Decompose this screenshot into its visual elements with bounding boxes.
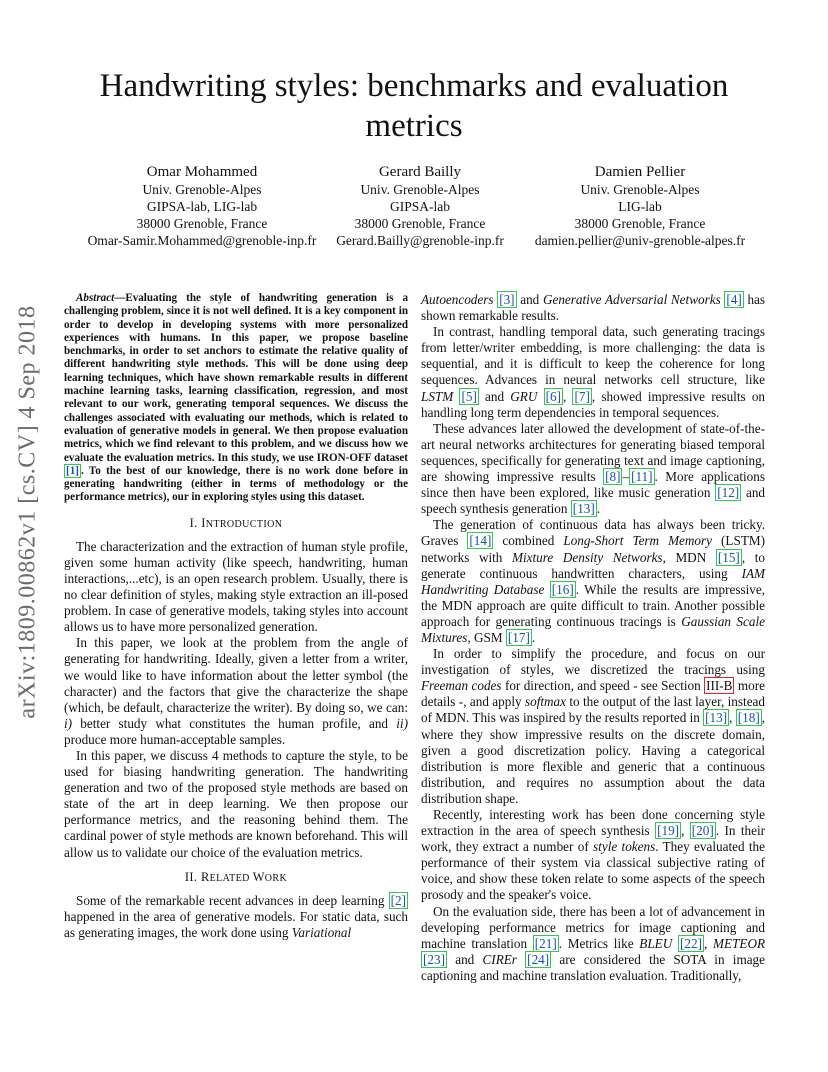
author-block-2 [330, 163, 510, 249]
citation-link[interactable]: [14] [469, 533, 492, 549]
citation-link[interactable]: [13] [705, 710, 728, 726]
text: . [531, 629, 536, 645]
abstract-text-end: . To the best of our knowledge, there is no work done before in generating handwriting (either in terms of methodology or the performance metrics), our in exploring styles using this dataset. [64, 464, 408, 504]
paragraph [421, 904, 765, 984]
section-title-rest: ELATED [209, 872, 253, 884]
citation-link[interactable]: [5] [461, 388, 477, 404]
arxiv-sidebar [8, 292, 48, 732]
abstract [64, 292, 408, 505]
citation-link[interactable]: [16] [551, 581, 574, 597]
text: On the evaluation side, there has been a lot of advancement in developing performance metrics for image captioning and machine translation [421, 903, 765, 951]
text: are considered the SOTA in image captioning and machine translation evaluation. Traditionally, [421, 951, 766, 983]
text-italic: softmax [524, 694, 566, 710]
text: to the output of the last layer, instead of MDN. This was inspired by the results reported in [421, 694, 765, 726]
section-title-initial: I [201, 515, 206, 530]
text: and speech synthesis generation [421, 485, 766, 517]
section-title-rest: NTRODUCTION [205, 518, 283, 530]
abstract-label: Abstract [76, 292, 115, 304]
text-italic: i) [64, 715, 73, 731]
text: Recently, interesting work has been done concerning style extraction in the area of speech synthesis [421, 807, 765, 839]
text-italic: LSTM [421, 388, 454, 404]
right-column [421, 292, 765, 984]
abstract-text: —Evaluating the style of handwriting generation is a challenging problem, since it is not well defined. It is a key component in order to develop in developing systems with more personalized experiences with humans. In this paper, we propose baseline benchmarks, in order to set anchors to estimate the relative quality of different handwriting style methods. This will be done using deep learning techniques, which have shown remarkable results in different machine learning tasks, learning classification, regression, and most relevant to our work, generating temporal sequences. We discuss the challenges associated with evaluating our methods, which is related to evaluation of generative models in general. We then propose evaluation metrics, which we find relevant to this problem, and we discuss how we evaluate the evaluation metrics. In this study, we use IRON-OFF dataset [64, 292, 408, 464]
text-italic: ii) [396, 715, 408, 731]
text: has shown remarkable results. [421, 292, 766, 324]
text-italic: Long-Short Term Memory [563, 533, 713, 549]
citation-link[interactable]: [8] [605, 469, 621, 485]
text-italic: METEOR [713, 935, 766, 951]
citation-link[interactable]: [1] [66, 464, 79, 477]
text: , to generate continuous handwritten characters, using [421, 549, 765, 581]
text: . [596, 501, 601, 517]
author-lab: GIPSA-lab [390, 199, 450, 214]
author-affiliation: Univ. Grenoble-Alpes [580, 182, 700, 197]
section-heading-related-work [64, 869, 408, 887]
text: more details -, and apply [421, 678, 765, 710]
text: . They evaluated the performance of their system via classical subjective rating of voice, and show these token relate to some aspects of the speech prosody and the speaker's voice. [421, 839, 765, 903]
citation-link[interactable]: [17] [507, 629, 530, 645]
text: , [562, 388, 573, 404]
text: In this paper, we look at the problem from the angle of generating for handwriting. Ideally, given a letter from a writer, we would like to have information about the letter symbol (the character) and the factors that give the characterize the shape (which, be default, characterize the writer). By doing so, we can: [64, 635, 408, 715]
text: , [729, 710, 736, 726]
citation-link[interactable]: [22] [680, 935, 702, 951]
left-column [64, 292, 408, 941]
section-number: II. [184, 869, 201, 884]
citation-link[interactable]: [20] [691, 823, 714, 839]
text-italic: style tokens [593, 839, 656, 855]
citation-link[interactable]: [12] [717, 485, 740, 501]
text-italic: Gaussian Scale Mixtures [421, 613, 765, 645]
author-block-1 [82, 163, 322, 249]
author-name: Omar Mohammed [146, 164, 258, 180]
paragraph [64, 635, 408, 748]
author-affiliation: Univ. Grenoble-Alpes [142, 182, 262, 197]
section-title-initial: W [252, 869, 265, 884]
citation-link[interactable]: [13] [572, 501, 595, 517]
text: , showed impressive results on handling long term dependencies in temporal sequences. [421, 388, 766, 420]
text: for direction, and speed - see Section [501, 678, 705, 694]
citation-link[interactable]: [6] [545, 388, 561, 404]
section-heading-introduction [64, 515, 408, 533]
text-italic: Generative Adversarial Networks [542, 292, 721, 307]
citation-link[interactable]: [18] [737, 710, 760, 726]
author-name: Damien Pellier [594, 164, 686, 180]
text: , where they show impressive results on the discrete domain, given a good discretization policy. Having a categorical distribution is more flexible and generic that a continuous distribution, and requires no assumption about the data distribution shape. [421, 710, 766, 806]
text: , GSM [467, 629, 506, 645]
text-italic: Autoencoders [421, 292, 494, 307]
paragraph [421, 517, 765, 646]
text: (LSTM) networks with [421, 533, 765, 565]
author-email[interactable]: Omar-Samir.Mohammed@grenoble-inp.fr [87, 233, 317, 248]
text-italic: IAM Handwriting Database [421, 565, 765, 597]
section-reference-link[interactable]: III-B [706, 678, 733, 694]
text-italic: GRU [510, 388, 538, 404]
text: . While the results are impressive, the MDN approach are quite difficult to train. Another possible approach for generating continuous tracings is [421, 581, 766, 629]
author-lab: GIPSA-lab, LIG-lab [146, 199, 258, 214]
text-italic: Variational [291, 924, 352, 940]
citation-link[interactable]: [24] [527, 951, 550, 967]
author-email[interactable]: damien.pellier@univ-grenoble-alpes.fr [534, 233, 746, 248]
paragraph [421, 807, 765, 904]
text: produce more human-acceptable samples. [64, 731, 286, 747]
text: Some of the remarkable recent advances in deep learning [76, 892, 389, 908]
text: happened in the area of generative models. For static data, such as generating images, the work done using [64, 908, 408, 940]
paragraph: In this paper, we discuss 4 methods to capture the style, to be used for biasing handwriting generation. The handwriting generation and two of the proposed style methods are based on state of the art in deep learning. We then propose our performance metrics, and the reasoning behind them. The cardinal power of style methods are known beforehand. This will allow us to validate our choice of the evaluation metrics. [64, 747, 409, 860]
text: . More applications since then have been explored, like music generation [421, 469, 765, 501]
text: In contrast, handling temporal data, such generating tracings from letter/writer embedding, is more challenging: the data is sequential, and it is difficult to keep the coherence for long sequences. Advances in neural networks cell structure, like [421, 324, 765, 388]
text: and [478, 388, 511, 404]
paragraph [64, 893, 408, 941]
paper-title: Handwriting styles: benchmarks and evaluation metrics [99, 68, 729, 144]
paragraph: The characterization and the extraction of human style profile, given some human activity (like speech, handwriting, human interactions,...etc), is an open research problem. Usually, there is no clear definition of styles, making style extraction an ill-posed problem. In case of generative models, taking styles into account allows us to have more personalized generation. [64, 538, 408, 635]
text: , [703, 935, 714, 951]
text-italic: Mixture Density Networks [512, 549, 663, 565]
citation-link[interactable]: [4] [726, 292, 742, 307]
section-number: I. [189, 515, 202, 530]
author-address: 38000 Grenoble, France [354, 216, 486, 231]
text: These advances later allowed the development of state-of-the-art neural networks architectures for generating biased temporal sequences, specifically for generating text and image captioning, are showing impressive results [421, 420, 765, 485]
citation-link[interactable]: [15] [717, 549, 740, 565]
paragraph [421, 292, 765, 324]
text: The generation of continuous data has always been tricky. Graves [421, 517, 765, 549]
text: and [516, 292, 543, 307]
text-italic: BLEU [639, 935, 673, 951]
paragraph [421, 646, 765, 807]
text: combined [493, 533, 564, 549]
text: . In their work, they extract a number of [421, 823, 765, 855]
text-italic: Freeman codes [421, 678, 502, 694]
text: . Metrics like [558, 935, 640, 951]
text: and [446, 951, 483, 967]
citation-link[interactable]: [23] [423, 951, 445, 967]
author-lab: LIG-lab [618, 199, 662, 214]
citation-link[interactable]: [3] [499, 292, 515, 307]
citation-link[interactable]: [2] [390, 892, 406, 908]
section-title-initial: R [200, 869, 210, 884]
text: , MDN [662, 549, 716, 565]
paragraph [421, 421, 765, 518]
text: In order to simplify the procedure, and focus on our investigation of styles, we discretized the tracings using [421, 646, 765, 678]
author-name: Gerard Bailly [378, 164, 462, 180]
citation-link[interactable]: [19] [657, 823, 680, 839]
section-title-rest: ORK [264, 872, 288, 884]
text: , [681, 823, 690, 839]
paragraph [421, 324, 765, 421]
citation-link[interactable]: [11] [631, 469, 653, 485]
author-block-3 [520, 163, 760, 249]
text: – [622, 469, 630, 485]
arxiv-identifier[interactable]: arXiv:1809.00862v1 [cs.CV] 4 Sep 2018 [14, 305, 41, 719]
text-italic: CIREr [482, 951, 517, 967]
citation-link[interactable]: [21] [534, 935, 557, 951]
author-email[interactable]: Gerard.Bailly@grenoble-inp.fr [336, 233, 504, 248]
author-address: 38000 Grenoble, France [136, 216, 268, 231]
citation-link[interactable]: [7] [574, 388, 590, 404]
text: better study what constitutes the human profile, and [72, 715, 397, 731]
author-address: 38000 Grenoble, France [574, 216, 706, 231]
author-affiliation: Univ. Grenoble-Alpes [360, 182, 480, 197]
